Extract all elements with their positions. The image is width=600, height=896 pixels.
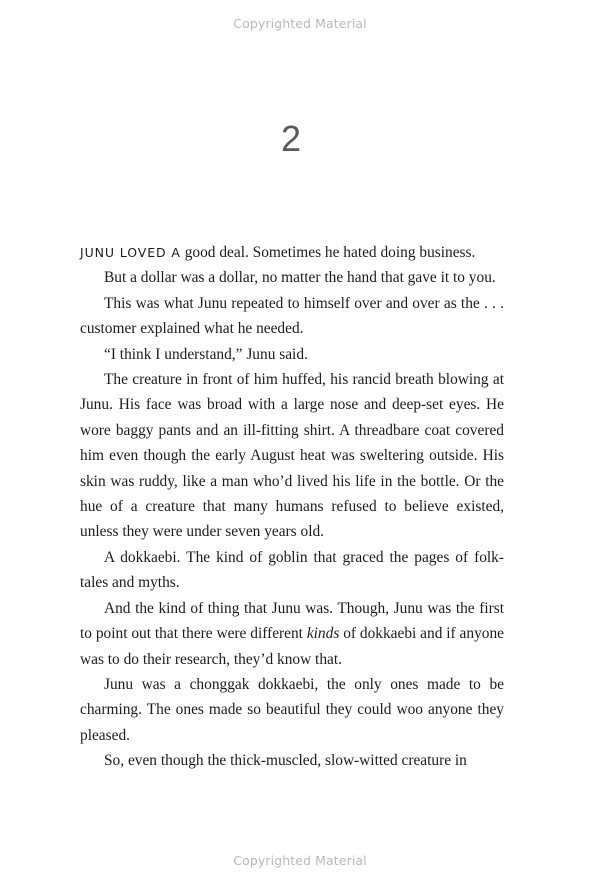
- paragraph: A dokkaebi. The kind of goblin that graced the pages of folk-tales and myths.: [80, 548, 504, 592]
- paragraph: [80, 596, 504, 672]
- copyright-watermark-top: Copyrighted Material: [233, 16, 367, 31]
- copyright-watermark-bottom: Copyrighted Material: [233, 853, 367, 868]
- chapter-number: 2: [280, 118, 302, 159]
- paragraph: [80, 240, 504, 265]
- opening-small-caps: JUNU LOVED A: [80, 245, 181, 260]
- paragraph: But a dollar was a dollar, no matter the hand that gave it to you.: [104, 269, 496, 287]
- emphasis-text: kinds: [306, 625, 340, 643]
- paragraph-text: And the kind of thing that Junu was. Though, Junu was the first to point out that there were different: [80, 599, 504, 643]
- body-text: [80, 240, 504, 774]
- paragraph: So, even though the thick-muscled, slow-witted creature in: [104, 752, 467, 770]
- paragraph-text: of dokkaebi and if anyone was to do their research, they’d know that.: [80, 625, 504, 668]
- paragraph: Junu was a chonggak dokkaebi, the only ones made to be charming. The ones made so beautiful they could woo anyone they pleased.: [80, 675, 504, 744]
- paragraph: The creature in front of him huffed, his rancid breath blowing at Junu. His face was broad with a large nose and deep-set eyes. He wore baggy pants and an ill-fitting shirt. A threadbare coat covered him even though the early August heat was sweltering outside. His skin was ruddy, like a man who’d lived his life in the bottle. Or the hue of a creature that many humans refused to believe existed, unless they were under seven years old.: [80, 371, 504, 541]
- paragraph: “I think I understand,” Junu said.: [104, 345, 308, 363]
- paragraph-text: good deal. Sometimes he hated doing business.: [180, 244, 476, 261]
- paragraph: This was what Junu repeated to himself over and over as the . . . customer explained what he needed.: [80, 294, 504, 338]
